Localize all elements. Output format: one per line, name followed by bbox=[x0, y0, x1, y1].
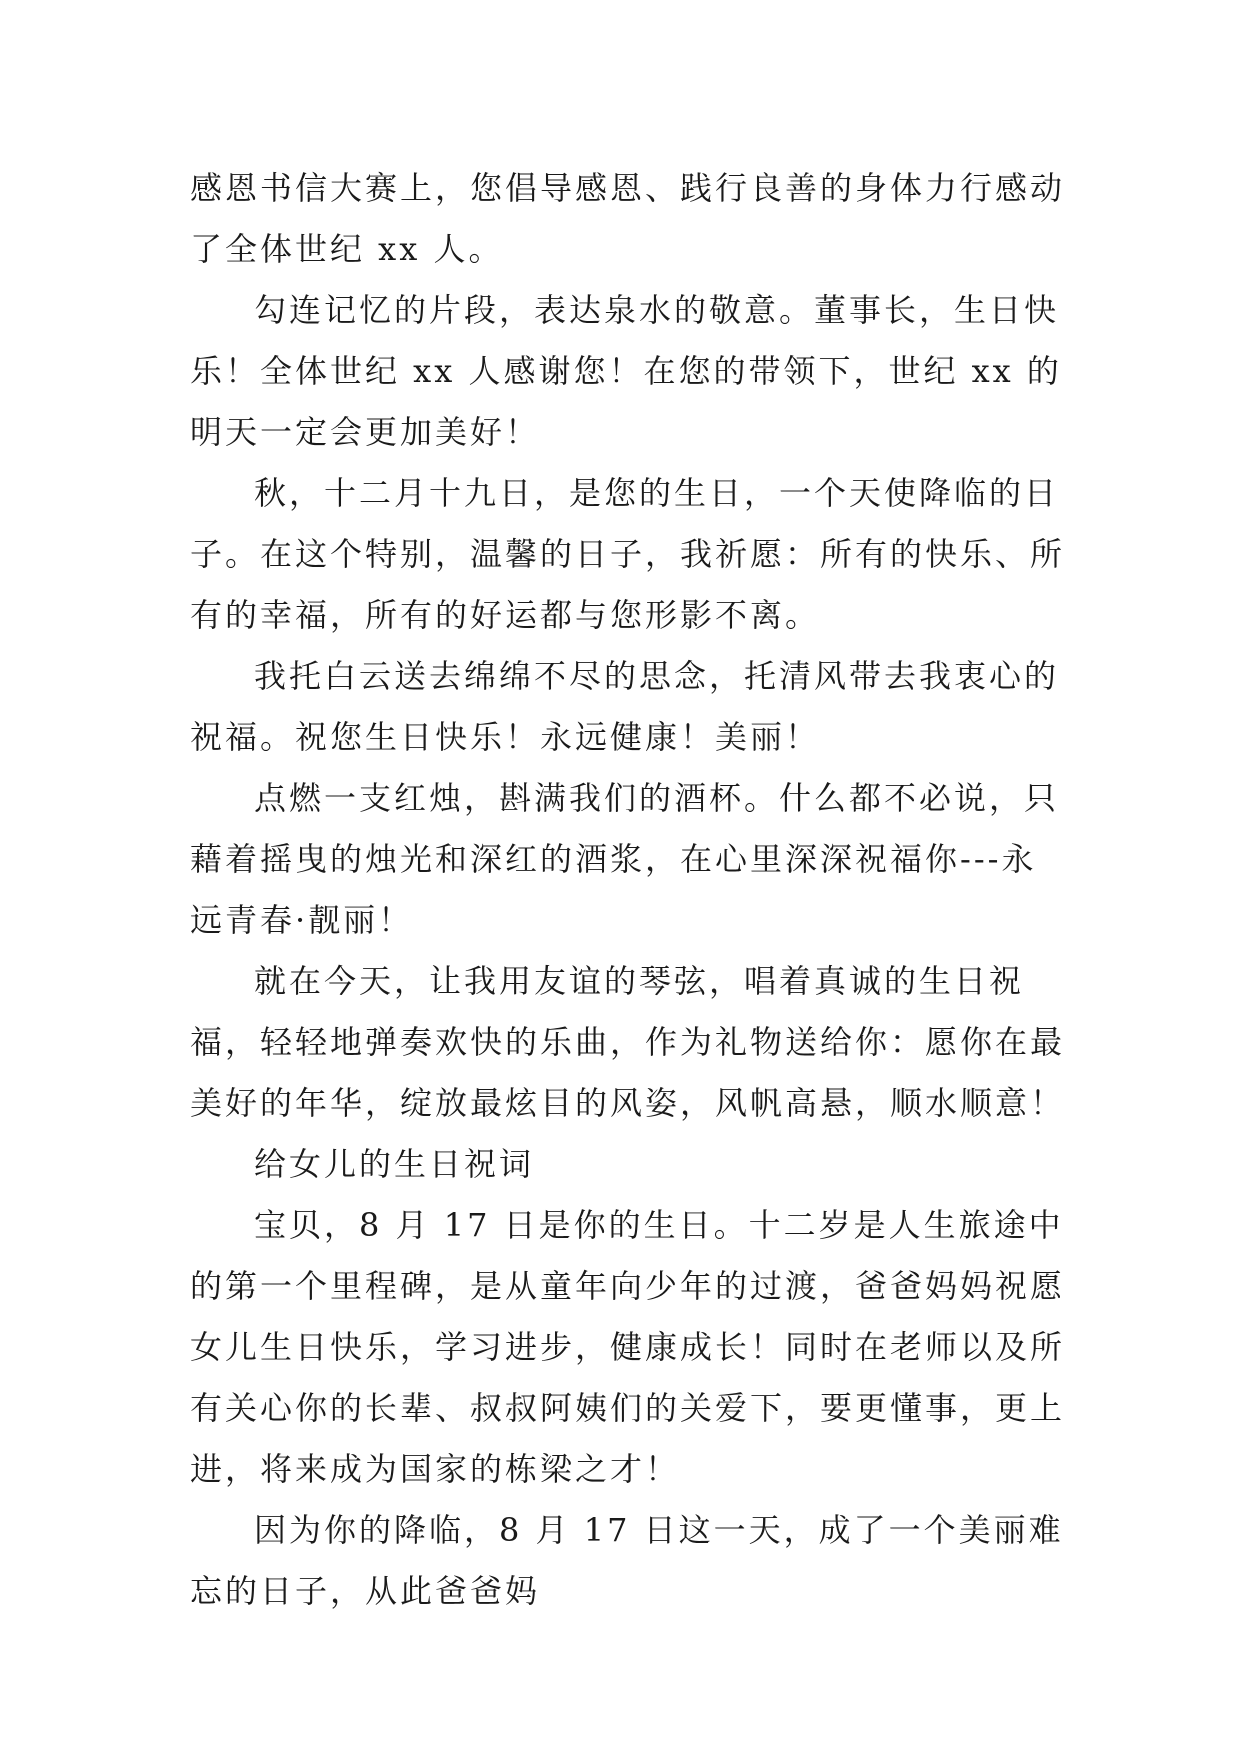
paragraph-2: 勾连记忆的片段，表达泉水的敬意。董事长，生日快乐！全体世纪 xx 人感谢您！在您的带领下，世纪 xx 的明天一定会更加美好！ bbox=[190, 291, 1062, 451]
paragraph-6: 就在今天，让我用友谊的琴弦，唱着真诚的生日祝福，轻轻地弹奏欢快的乐曲，作为礼物送给你：愿你在最美好的年华，绽放最炫目的风姿，风帆高悬，顺水顺意！ bbox=[190, 962, 1066, 1122]
paragraph-4: 我托白云送去绵绵不尽的思念，托清风带去我衷心的祝福。祝您生日快乐！永远健康！美丽！ bbox=[190, 657, 1060, 756]
document-body bbox=[190, 158, 1070, 1622]
paragraph-5: 点燃一支红烛，斟满我们的酒杯。什么都不必说，只藉着摇曳的烛光和深红的酒浆，在心里深深祝福你---永远青春·靓丽！ bbox=[190, 779, 1060, 939]
paragraph-8: 因为你的降临，8 月 17 日这一天，成了一个美丽难忘的日子，从此爸爸妈 bbox=[190, 1511, 1064, 1610]
paragraph-1: 感恩书信大赛上，您倡导感恩、践行良善的身体力行感动了全体世纪 xx 人。 bbox=[190, 169, 1066, 268]
paragraph-3: 秋，十二月十九日，是您的生日，一个天使降临的日子。在这个特别，温馨的日子，我祈愿：所有的快乐、所有的幸福，所有的好运都与您形影不离。 bbox=[190, 474, 1066, 634]
paragraph-7: 宝贝，8 月 17 日是你的生日。十二岁是人生旅途中的第一个里程碑，是从童年向少年的过渡，爸爸妈妈祝愿女儿生日快乐，学习进步，健康成长！同时在老师以及所有关心你的长辈、叔叔阿姨们的关爱下，要更懂事，更上进，将来成为国家的栋梁之才！ bbox=[190, 1206, 1066, 1488]
section-heading: 给女儿的生日祝词 bbox=[254, 1145, 535, 1183]
